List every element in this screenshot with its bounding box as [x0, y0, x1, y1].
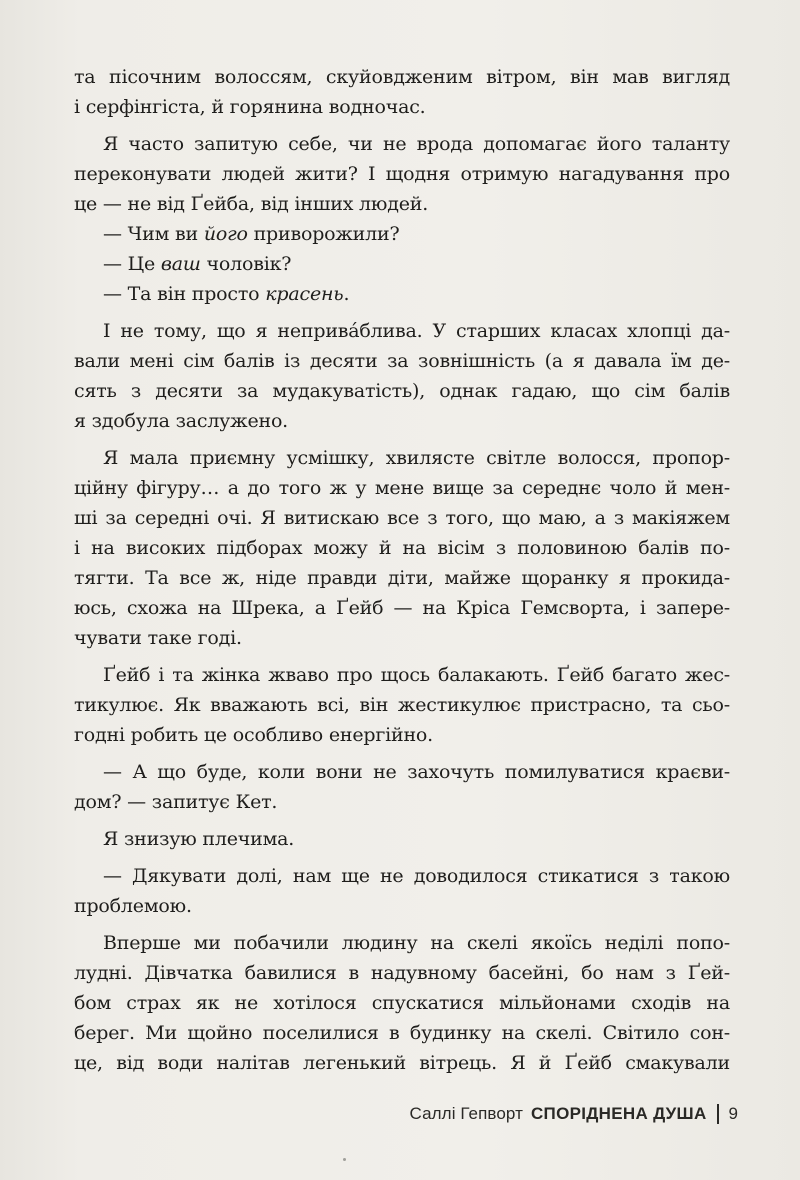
italic-text: його [203, 223, 248, 245]
text-line: переконувати людей жити? І щодня отримую нагадування про [74, 163, 730, 185]
text-line: годні робить це особливо енергійно. [74, 724, 433, 746]
paper-speck [343, 1158, 346, 1161]
page-number: 9 [728, 1104, 738, 1123]
text-line: юсь, схожа на Шрека, а Ґейб — на Кріса Гемсворта, і запере- [74, 597, 730, 619]
footer-separator [717, 1104, 719, 1124]
text-line: вали мені сім балів із десяти за зовнішність (а я давала їм де- [74, 350, 730, 372]
text-line: бом страх як не хотілося спускатися мільйонами сходів на [74, 992, 730, 1014]
text-line: лудні. Дівчатка бавилися в надувному басейні, бо нам з Ґей- [74, 962, 730, 984]
text-segment: — Чим ви [103, 223, 204, 245]
italic-text: ваш [160, 253, 201, 275]
text-line [74, 219, 730, 249]
footer-author: Саллі Гепворт [409, 1104, 523, 1123]
running-footer [410, 1104, 738, 1124]
text-line: ційну фігуру… а до того ж у мене вище за середнє чоло й мен- [74, 477, 730, 499]
text-line: і серфінгіста, й горянина водночас. [74, 96, 426, 118]
text-segment: чоловік? [200, 253, 292, 275]
text-line: берег. Ми щойно поселилися в будинку на скелі. Світило сон- [74, 1022, 730, 1044]
text-line: — Дякувати долі, нам ще не доводилося стикатися з такою [103, 865, 730, 887]
text-line: ші за середні очі. Я витискаю все з того, що маю, а з макіяжем [74, 507, 730, 529]
text-line: Я часто запитую себе, чи не врода допомагає його таланту [103, 133, 730, 155]
text-line: Я мала приємну усмішку, хвилясте світле волосся, пропор- [103, 447, 730, 469]
text-line: І не тому, що я непривáблива. У старших класах хлопці да- [103, 320, 730, 342]
text-segment: — Та він просто [103, 283, 266, 305]
text-line: сять з десяти за мудакуватість), однак гадаю, що сім балів [74, 380, 730, 402]
text-segment: . [343, 283, 350, 305]
text-line [74, 249, 730, 279]
text-line: проблемою. [74, 895, 192, 917]
footer-book-title: СПОРІДНЕНА ДУША [530, 1104, 707, 1123]
text-line: Ґейб і та жінка жваво про щось балакають. Ґейб багато жес- [103, 664, 730, 686]
text-line: Я знизую плечима. [103, 828, 295, 850]
text-segment: — Це [103, 253, 161, 275]
body-text [74, 62, 730, 1078]
text-line: та пісочним волоссям, скуйовдженим вітром, він мав вигляд [74, 66, 730, 88]
text-line: — А що буде, коли вони не захочуть помилуватися краєви- [103, 761, 730, 783]
text-line: тягти. Та все ж, ніде правди діти, майже щоранку я прокида- [74, 567, 730, 589]
text-line: чувати таке годі. [74, 627, 242, 649]
text-line [74, 279, 730, 309]
text-line: тикулює. Як вважають всі, він жестикулює пристрасно, та сьо- [74, 694, 730, 716]
text-line: і на високих підборах можу й на вісім з половиною балів по- [74, 537, 730, 559]
text-line: Вперше ми побачили людину на скелі якоїсь неділі попо- [103, 932, 730, 954]
text-segment: приворожили? [247, 223, 400, 245]
text-line: це, від води налітав легенький вітрець. Я й Ґейб смакували [74, 1052, 730, 1074]
text-line: це — не від Ґейба, від інших людей. [74, 193, 429, 215]
italic-text: красень [265, 283, 344, 305]
text-line: дом? — запитує Кет. [74, 791, 278, 813]
text-line: я здобула заслужено. [74, 410, 289, 432]
